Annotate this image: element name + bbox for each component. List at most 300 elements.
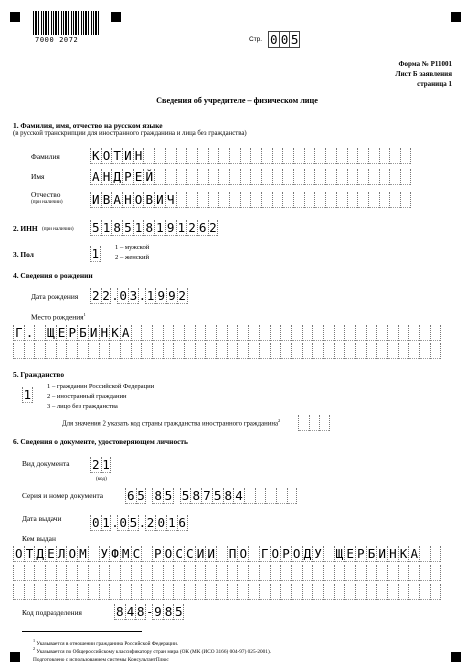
char-cell: 6 [125,488,136,504]
char-cell: О [133,192,144,208]
char-cell [184,343,195,359]
char-cell [216,546,227,562]
char-cell [173,565,184,581]
char-cell [131,343,142,359]
patronymic-note: (при наличии) [31,199,63,205]
char-cell [240,148,251,164]
char-cell [173,343,184,359]
char-cell: 5 [212,488,223,504]
char-cell [282,148,293,164]
char-cell [255,488,266,504]
char-cell [248,325,259,341]
char-cell [259,325,270,341]
series-number-field[interactable] [125,488,297,504]
char-cell [237,584,248,600]
char-cell: 0 [117,515,128,531]
char-cell: 1 [102,515,110,530]
char-cell [270,343,281,359]
char-cell [205,325,216,341]
gender-field[interactable] [90,246,101,262]
country-code-label: Для значения 2 указать код страны гражданства иностранного гражданина$^2$ [62,418,281,428]
char-cell: Н [133,148,144,164]
char-cell [314,148,325,164]
char-cell [237,565,248,581]
char-cell [312,584,323,600]
char-cell [355,584,366,600]
char-cell: 8 [190,488,201,504]
char-cell: 1 [91,246,100,261]
doc-type-code-note: (код) [96,476,107,482]
char-cell [355,343,366,359]
char-cell [197,148,208,164]
name-field[interactable] [90,169,411,185]
char-cell [261,148,272,164]
char-cell: 5 [137,488,145,503]
char-cell [131,325,142,341]
char-cell [165,169,176,185]
char-cell [344,343,355,359]
char-cell [227,343,238,359]
char-cell [430,343,441,359]
char-cell [282,169,293,185]
char-cell [165,148,176,164]
char-cell [227,325,238,341]
char-cell [366,343,377,359]
char-cell [334,565,345,581]
char-cell [34,565,45,581]
char-cell [302,584,313,600]
char-cell [34,584,45,600]
char-cell [109,343,120,359]
char-cell [280,584,291,600]
char-cell [250,192,261,208]
char-cell [272,192,283,208]
issued-by-row-1[interactable] [13,546,441,562]
char-cell [163,325,174,341]
char-cell: Щ [334,546,345,562]
char-cell [99,584,110,600]
char-cell: 3 [129,288,138,303]
char-cell [216,565,227,581]
char-cell: 5 [129,515,138,530]
char-cell: С [131,546,142,562]
dept-code-label: Код подразделения [22,608,82,617]
char-cell: 8 [223,488,234,504]
char-cell [302,565,313,581]
char-cell: 9 [165,220,176,236]
char-cell: 2 [90,288,101,304]
char-cell [154,169,165,185]
char-cell [376,325,387,341]
char-cell [357,192,368,208]
char-cell [250,169,261,185]
char-cell [334,343,345,359]
section-1-heading: 1. Фамилия, имя, отчество на русском языке [13,121,163,130]
char-cell: 0 [117,288,128,304]
patronymic-label: Отчество [31,190,61,199]
issue-date-field[interactable]: 0 1 . 0 5 . 2 0 1 6 [90,515,188,531]
name-label: Имя [31,172,45,181]
char-cell [430,546,441,562]
char-cell: И [195,546,206,562]
birth-place-row-2[interactable] [13,343,441,359]
char-cell: 1 [23,387,32,402]
char-cell: В [143,192,154,208]
char-cell: С [184,546,195,562]
sheet-page-label: страница 1 [417,80,452,88]
char-cell [205,584,216,600]
char-cell: Т [111,148,122,164]
char-cell [430,584,441,600]
char-cell [312,343,323,359]
char-cell: О [291,546,302,562]
char-cell [218,192,229,208]
char-cell [325,192,336,208]
char-cell [419,325,430,341]
char-cell: Р [152,546,163,562]
char-cell [56,565,67,581]
char-cell: . [24,325,35,341]
char-cell [408,565,419,581]
char-cell [13,343,24,359]
char-cell: 2 [186,220,197,236]
char-cell [366,325,377,341]
citizenship-option-2: 2 – иностранный гражданин [47,393,127,400]
char-cell [216,325,227,341]
char-cell [309,415,320,431]
char-cell [141,325,152,341]
char-cell [408,343,419,359]
char-cell: И [90,192,101,208]
char-cell [240,192,251,208]
char-cell: Ф [109,546,120,562]
barcode [33,11,99,35]
char-cell: 4 [125,604,136,620]
char-cell [208,192,219,208]
country-code-field[interactable] [298,415,330,431]
char-cell [325,148,336,164]
char-cell: 2 [178,288,186,303]
char-cell [237,325,248,341]
char-cell [195,565,206,581]
footnote-divider [22,631,142,632]
char-cell: А [408,546,419,562]
char-cell [293,169,304,185]
char-cell [376,343,387,359]
char-cell: 1 [145,288,156,304]
char-cell [240,169,251,185]
char-cell [205,565,216,581]
char-cell: К [398,546,409,562]
page-number-cells [268,31,300,48]
birth-date-field[interactable]: 2 2 . 0 3 . 1 9 9 2 [90,288,188,304]
section-3-heading: 3. Пол [13,250,34,259]
char-cell: Е [344,546,355,562]
char-cell [280,325,291,341]
birth-place-label: Место рождения$^1$ [31,312,86,322]
char-cell [227,565,238,581]
char-cell [302,343,313,359]
char-cell [272,148,283,164]
char-cell [152,343,163,359]
char-cell: Р [66,325,77,341]
char-cell: 5 [90,220,101,236]
char-cell [261,169,272,185]
char-cell [99,565,110,581]
char-cell [173,584,184,600]
char-cell: Д [302,546,313,562]
char-cell [13,565,24,581]
char-cell [229,148,240,164]
char-cell [176,192,187,208]
char-cell [208,148,219,164]
char-cell [430,325,441,341]
char-cell [197,192,208,208]
char-cell [389,148,400,164]
page-label: Стр. [249,36,263,43]
corner-marker-top-far-right [451,12,461,22]
char-cell [355,325,366,341]
barcode-number: 7000 2072 [35,36,79,44]
inn-field[interactable] [90,220,218,236]
char-cell [154,148,165,164]
char-cell: О [101,148,112,164]
char-cell: И [376,546,387,562]
char-cell: Т [24,546,35,562]
char-cell [184,325,195,341]
char-cell: П [227,546,238,562]
issued-by-row-3[interactable] [13,584,441,600]
char-cell [24,565,35,581]
char-cell [357,148,368,164]
char-cell: Н [387,546,398,562]
char-cell: 5 [174,604,183,619]
char-cell [216,343,227,359]
char-cell: А [90,169,101,185]
char-cell [287,488,298,504]
char-cell [312,565,323,581]
char-cell: 5 [180,488,191,504]
char-cell [270,584,281,600]
char-cell [368,148,379,164]
char-cell [218,169,229,185]
char-cell: 8 [114,604,125,620]
doc-type-field[interactable] [90,457,111,473]
char-cell: 5 [122,220,133,236]
char-cell [387,584,398,600]
char-cell: 8 [163,604,174,620]
char-cell [152,325,163,341]
char-cell: 8 [152,488,163,504]
char-cell [141,546,152,562]
gender-option-female: 2 – женский [115,254,150,261]
char-cell: У [312,546,323,562]
char-cell: Г [13,325,24,341]
section-5-heading: 5. Гражданство [13,370,65,379]
char-cell [400,192,411,208]
patronymic-field[interactable] [90,192,411,208]
char-cell: 9 [166,288,177,304]
char-cell [186,148,197,164]
char-cell [109,584,120,600]
char-cell [120,584,131,600]
corner-marker-top-right [111,12,121,22]
char-cell [88,546,99,562]
footnote-1: $^1$ Указывается в отношении гражданина Российской Федерации. [33,638,179,647]
char-cell: Д [111,169,122,185]
char-cell [400,148,411,164]
char-cell [304,192,315,208]
char-cell [398,584,409,600]
char-cell [173,325,184,341]
char-cell [237,343,248,359]
char-cell [66,584,77,600]
char-cell: И [122,148,133,164]
char-cell [419,343,430,359]
dept-code-field[interactable]: 8 4 8 - 9 8 5 [114,604,184,620]
char-cell: 2 [90,457,101,473]
char-cell [398,325,409,341]
char-cell [66,565,77,581]
char-cell [379,192,390,208]
footnote-2: $^2$ Указывается по Общероссийскому классификатору стран мира (ОК (МК (ИСО 3166) 004-97) 025-2001). [33,646,272,655]
char-cell [120,565,131,581]
char-cell [141,584,152,600]
char-cell [152,584,163,600]
char-cell [379,148,390,164]
char-cell: 9 [152,604,163,620]
char-cell: 0 [155,515,166,531]
char-cell [216,584,227,600]
char-cell [334,584,345,600]
char-cell [280,343,291,359]
char-cell: 5 [164,488,173,503]
char-cell: О [163,546,174,562]
form-number: Форма № Р11001 [398,60,452,68]
char-cell [141,565,152,581]
citizenship-option-3: 3 – лицо без гражданства [47,403,118,410]
issued-by-row-2[interactable] [13,565,441,581]
char-cell: Й [143,169,154,185]
char-cell: А [120,325,131,341]
char-cell [270,325,281,341]
citizenship-option-1: 1 – гражданин Российской Федерации [47,383,155,390]
char-cell [334,325,345,341]
char-cell [88,565,99,581]
char-cell: И [88,325,99,341]
char-cell [195,343,206,359]
char-cell [244,488,255,504]
char-cell [250,148,261,164]
char-cell [131,584,142,600]
char-cell: 7 [201,488,212,504]
char-cell [347,148,358,164]
char-cell [13,584,24,600]
char-cell [186,192,197,208]
char-cell [368,192,379,208]
char-cell [344,325,355,341]
char-cell: М [120,546,131,562]
corner-marker-top-left [10,12,20,22]
char-cell [323,343,334,359]
char-cell [323,584,334,600]
char-cell [336,169,347,185]
char-cell: 1 [102,457,110,472]
char-cell [24,584,35,600]
surname-label: Фамилия [31,152,60,161]
char-cell: Н [101,169,112,185]
char-cell [314,169,325,185]
char-cell [398,343,409,359]
char-cell: 0 [279,32,290,48]
char-cell [229,169,240,185]
char-cell: Б [77,325,88,341]
inn-note: (при наличии) [42,226,74,232]
char-cell: Р [355,546,366,562]
issued-by-label: Кем выдан [22,534,56,543]
char-cell: Б [366,546,377,562]
char-cell: 2 [145,515,156,531]
char-cell [347,169,358,185]
char-cell [45,565,56,581]
surname-field[interactable] [90,148,411,164]
char-cell: Р [280,546,291,562]
prepared-note: Подготовлено с использованием системы КонсультантПлюс [33,657,169,663]
char-cell [379,169,390,185]
char-cell: 0 [90,515,101,531]
char-cell [261,192,272,208]
char-cell: 6 [178,515,186,530]
citizenship-field[interactable] [22,387,33,403]
char-cell: Д [34,546,45,562]
char-cell [312,325,323,341]
char-cell [298,415,309,431]
char-cell [248,565,259,581]
char-cell: Щ [45,325,56,341]
char-cell [176,169,187,185]
char-cell [248,546,259,562]
char-cell [77,565,88,581]
char-cell [323,565,334,581]
char-cell [77,584,88,600]
char-cell [184,565,195,581]
char-cell [302,325,313,341]
char-cell: Ч [165,192,176,208]
char-cell [66,343,77,359]
char-cell [291,584,302,600]
birth-place-row-1[interactable] [13,325,441,341]
char-cell [141,343,152,359]
char-cell: 5 [290,32,299,47]
char-cell [304,148,315,164]
char-cell: 1 [166,515,177,531]
char-cell: А [111,192,122,208]
char-cell [34,325,45,341]
char-cell: И [154,192,165,208]
char-cell [56,584,67,600]
char-cell [56,343,67,359]
char-cell [325,169,336,185]
char-cell [291,343,302,359]
char-cell [408,584,419,600]
char-cell: О [13,546,24,562]
char-cell: 0 [268,32,279,48]
char-cell: Е [56,325,67,341]
page-title: Сведения об учредителе – физическом лице [156,96,318,105]
char-cell [347,192,358,208]
char-cell [368,169,379,185]
char-cell [366,584,377,600]
